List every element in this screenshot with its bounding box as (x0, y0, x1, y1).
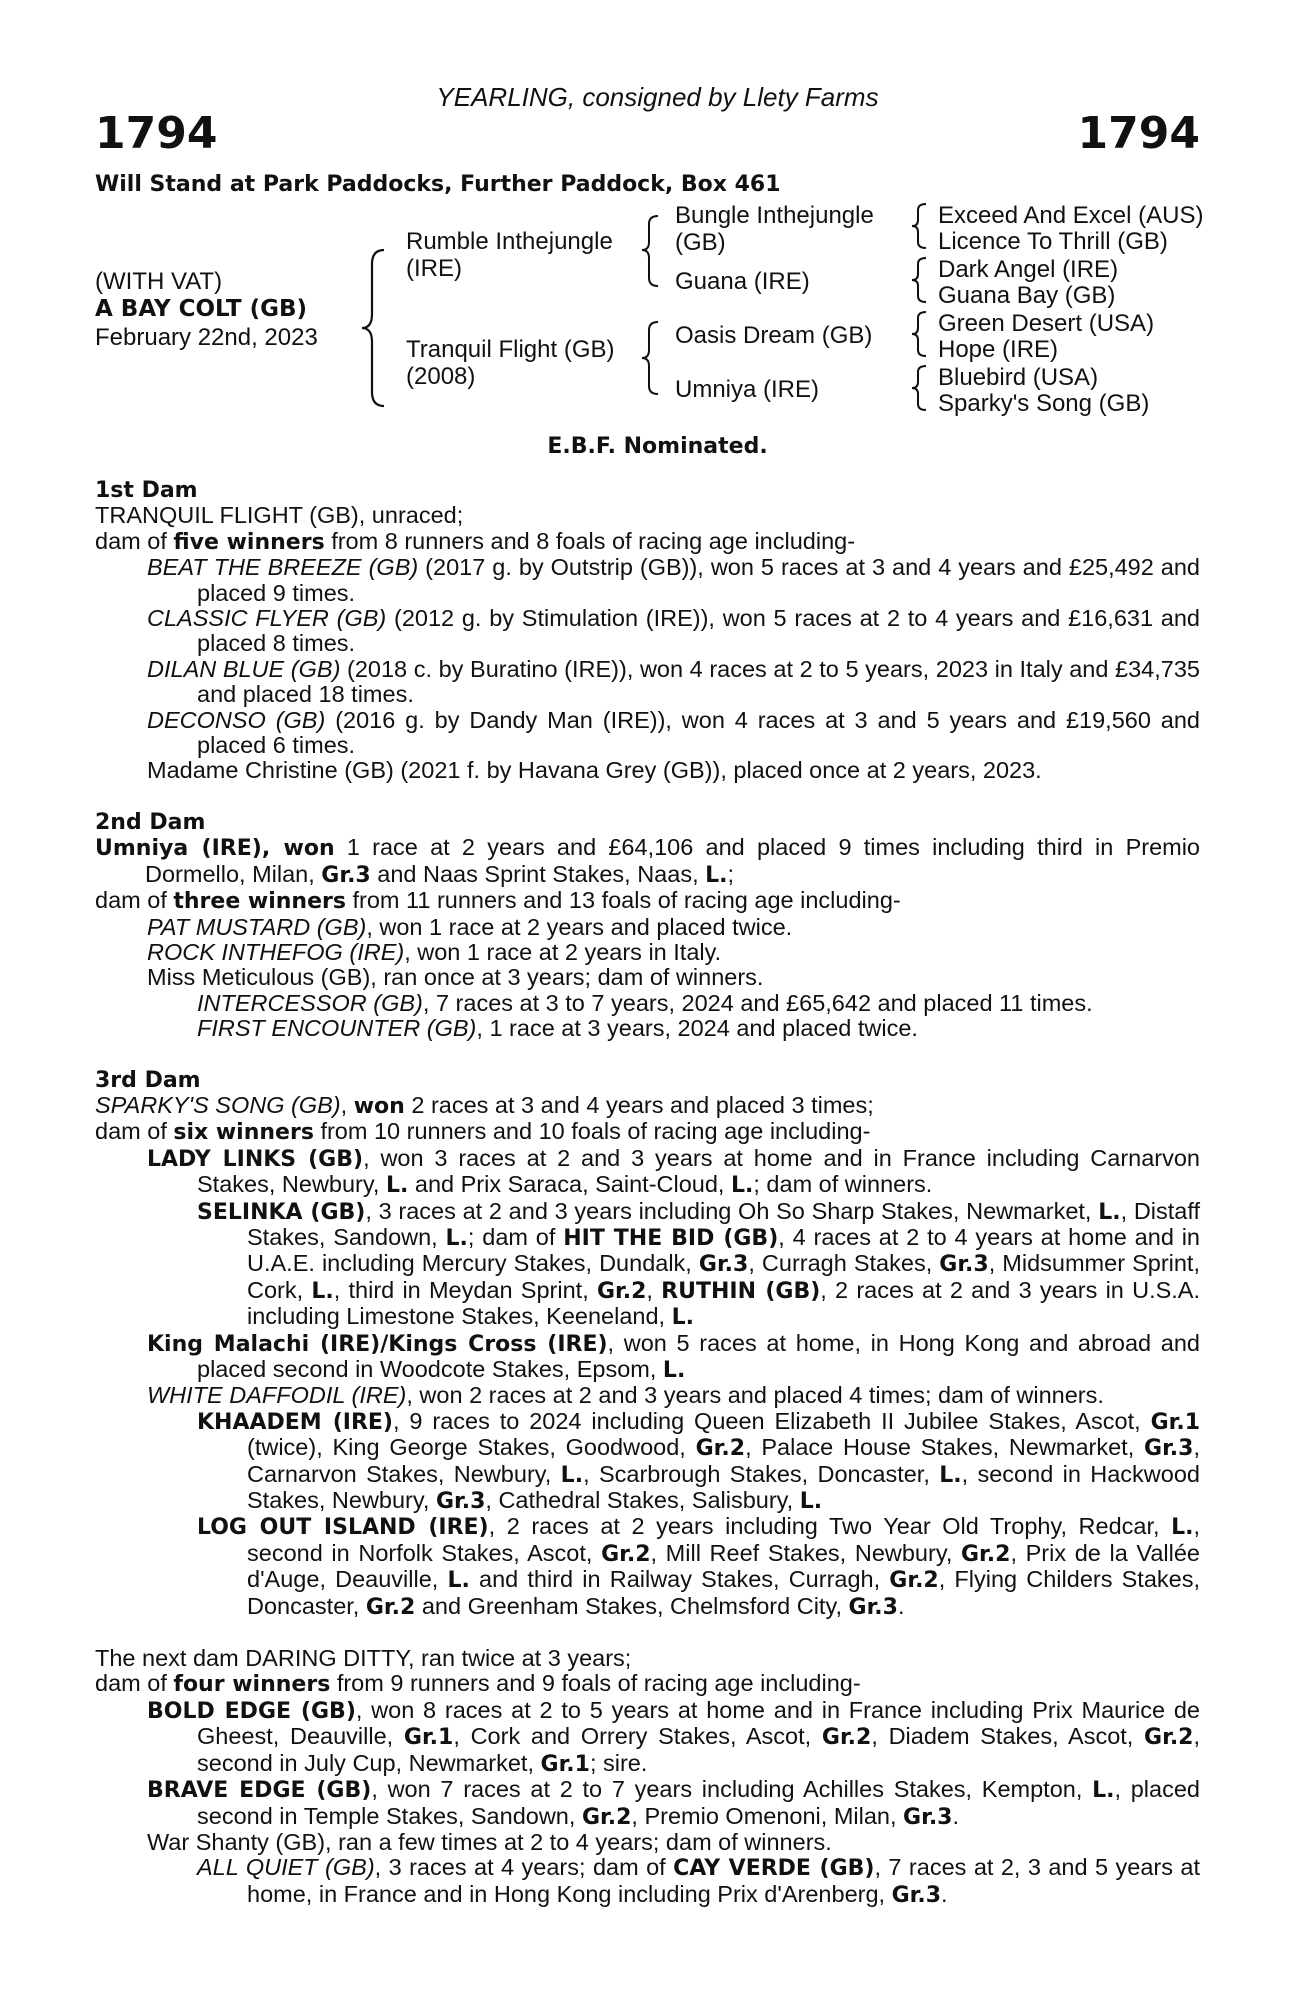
first-dam-produce-item: DECONSO (GB) (2016 g. by Dandy Man (IRE)), won 4 races at 3 and 5 years and £19,560 and placed 6 times. (147, 706, 1200, 759)
pedigree-g3-3: Dark Angel (IRE) (938, 256, 1119, 283)
horse-dob: February 22nd, 2023 (95, 324, 318, 351)
third-dam-record: SPARKY'S SONG (GB), won 2 races at 3 and 4 years and placed 3 times; (95, 1091, 874, 1119)
next-dam-grand-produce: ALL QUIET (GB), 3 races at 4 years; dam of CAY VERDE (GB), 7 races at 2, 3 and 5 years at home, in France and in Hong Kong including Prix d'Arenberg, Gr.3. (197, 1854, 1200, 1908)
first-dam-heading: 1st Dam (95, 478, 198, 503)
pedigree-sire-sire: Bungle Inthejungle (GB) (675, 202, 874, 256)
third-dam-produce-item: King Malachi (IRE)/Kings Cross (IRE), won 5 races at home, in Hong Kong and abroad and placed second in Woodcote Stakes, Epsom, L. (147, 1329, 1200, 1383)
third-dam-grand-produce: KHAADEM (IRE), 9 races to 2024 including Queen Elizabeth II Jubilee Stakes, Ascot, Gr.1 (twice), King George Stakes, Goodwood, Gr.2, Palace House Stakes, Newmarket, Gr.3, Carnarvon Stakes, Newbury, L., Scarbrough Stakes, Doncaster, L., second in Hackwood Stakes, Newbury, Gr.3, Cathedral Stakes, Salisbury, L. (197, 1407, 1200, 1515)
lot-number-left: 1794 (95, 108, 218, 159)
consignment-line: YEARLING, consigned by Llety Farms (436, 82, 879, 112)
pedigree-g3-7: Bluebird (USA) (938, 364, 1099, 391)
second-dam-produce-line: dam of three winners from 11 runners and 13 foals of racing age including- (95, 887, 901, 915)
second-dam-produce-item: Miss Meticulous (GB), ran once at 3 years; dam of winners. (147, 964, 764, 991)
pedigree-sire-dam: Guana (IRE) (675, 268, 810, 295)
first-dam-produce-item: CLASSIC FLYER (GB) (2012 g. by Stimulation (IRE)), won 5 races at 2 to 4 years and £16,631 and placed 8 times. (147, 605, 1200, 657)
pedigree-dam-dam: Umniya (IRE) (675, 376, 820, 403)
pedigree-brace-main (360, 248, 390, 408)
pedigree-g3-1: Exceed And Excel (AUS) (938, 202, 1204, 229)
first-dam-produce-item: DILAN BLUE (GB) (2018 c. by Buratino (IRE)), won 4 races at 2 to 5 years, 2023 in Italy and £34,735 and placed 18 times. (147, 655, 1200, 708)
pedigree-g3-6: Hope (IRE) (938, 336, 1059, 363)
lot-number-right: 1794 (1077, 108, 1200, 159)
pedigree-brace-g3-4 (910, 364, 930, 412)
first-dam-produce-line: dam of five winners from 8 runners and 8 foals of racing age including- (95, 527, 856, 555)
stand-location: Will Stand at Park Paddocks, Further Paddock, Box 461 (95, 172, 781, 197)
second-dam-grand-produce: INTERCESSOR (GB), 7 races at 3 to 7 years, 2024 and £65,642 and placed 11 times. (197, 989, 1093, 1016)
catalogue-body (95, 478, 1200, 1908)
second-dam-grand-produce: FIRST ENCOUNTER (GB), 1 race at 3 years, 2024 and placed twice. (197, 1015, 918, 1042)
third-dam-produce-line: dam of six winners from 10 runners and 10 foals of racing age including- (95, 1118, 871, 1146)
pedigree-g3-2: Licence To Thrill (GB) (938, 228, 1168, 255)
pedigree-brace-sire (640, 214, 662, 288)
second-dam-heading: 2nd Dam (95, 809, 206, 835)
third-dam-grand-produce: LOG OUT ISLAND (IRE), 2 races at 2 years including Two Year Old Trophy, Redcar, L., second in Norfolk Stakes, Ascot, Gr.2, Mill Reef Stakes, Newbury, Gr.2, Prix de la Vallée d'Auge, Deauville, L. and third in Railway Stakes, Curragh, Gr.2, Flying Childers Stakes, Doncaster, Gr.2 and Greenham Stakes, Chelmsford City, Gr.3. (197, 1513, 1200, 1620)
pedigree-dam-sire: Oasis Dream (GB) (675, 322, 873, 349)
second-dam-produce-item: PAT MUSTARD (GB), won 1 race at 2 years and placed twice. (147, 913, 793, 940)
first-dam-produce-item: BEAT THE BREEZE (GB) (2017 g. by Outstrip (GB)), won 5 races at 3 and 4 years and £25,492 and placed 9 times. (147, 554, 1201, 606)
pedigree-brace-g3-3 (910, 310, 930, 358)
pedigree-g3-5: Green Desert (USA) (938, 310, 1155, 337)
ebf-nomination: E.B.F. Nominated. (547, 434, 768, 459)
second-dam-produce-item: ROCK INTHEFOG (IRE), won 1 race at 2 years in Italy. (147, 938, 722, 965)
third-dam-heading: 3rd Dam (95, 1067, 201, 1093)
pedigree-dam: Tranquil Flight (GB) (2008) (406, 336, 615, 390)
pedigree-g3-8: Sparky's Song (GB) (938, 390, 1150, 417)
vat-note: (WITH VAT) (95, 268, 223, 295)
pedigree-brace-g3-2 (910, 256, 930, 304)
horse-name: A BAY COLT (GB) (95, 296, 308, 322)
next-dam-produce-item: BOLD EDGE (GB), won 8 races at 2 to 5 years at home and in France including Prix Maurice de Gheest, Deauville, Gr.1, Cork and Orrery Stakes, Ascot, Gr.2, Diadem Stakes, Ascot, Gr.2, second in July Cup, Newmarket, Gr.1; sire. (147, 1696, 1201, 1777)
pedigree-sire: Rumble Inthejungle (IRE) (406, 228, 613, 282)
third-dam-produce-item: LADY LINKS (GB), won 3 races at 2 and 3 years at home and in France including Carnarvon Stakes, Newbury, L. and Prix Saraca, Saint-Cloud, L.; dam of winners. (147, 1144, 1200, 1199)
third-dam-produce-item: WHITE DAFFODIL (IRE), won 2 races at 2 and 3 years and placed 4 times; dam of winners. (147, 1382, 1104, 1409)
first-dam-line: TRANQUIL FLIGHT (GB), unraced; (95, 502, 464, 529)
next-dam-produce-item: War Shanty (GB), ran a few times at 2 to 4 years; dam of winners. (147, 1828, 832, 1855)
pedigree-brace-g3-1 (910, 202, 930, 250)
next-dam-produce-line: dam of four winners from 9 runners and 9 foals of racing age including- (95, 1670, 861, 1698)
second-dam-record: Umniya (IRE), won 1 race at 2 years and £64,106 and placed 9 times including third in Premio Dormello, Milan, Gr.3 and Naas Sprint Stakes, Naas, L.; (95, 834, 1201, 888)
first-dam-produce-item: Madame Christine (GB) (2021 f. by Havana Grey (GB)), placed once at 2 years, 2023. (147, 757, 1042, 784)
pedigree-brace-dam (640, 320, 662, 396)
third-dam-grand-produce: SELINKA (GB), 3 races at 2 and 3 years including Oh So Sharp Stakes, Newmarket, L., Distaff Stakes, Sandown, L.; dam of HIT THE BID (GB), 4 races at 2 to 4 years at home and in U.A.E. including Mercury Stakes, Dundalk, Gr.3, Curragh Stakes, Gr.3, Midsummer Sprint, Cork, L., third in Meydan Sprint, Gr.2, RUTHIN (GB), 2 races at 2 and 3 years in U.S.A. including Limestone Stakes, Keeneland, L. (197, 1197, 1201, 1331)
pedigree-g3-4: Guana Bay (GB) (938, 282, 1116, 309)
next-dam-record: The next dam DARING DITTY, ran twice at 3 years; (95, 1645, 632, 1672)
next-dam-produce-item: BRAVE EDGE (GB), won 7 races at 2 to 7 years including Achilles Stakes, Kempton, L., placed second in Temple Stakes, Sandown, Gr.2, Premio Omenoni, Milan, Gr.3. (147, 1776, 1200, 1830)
